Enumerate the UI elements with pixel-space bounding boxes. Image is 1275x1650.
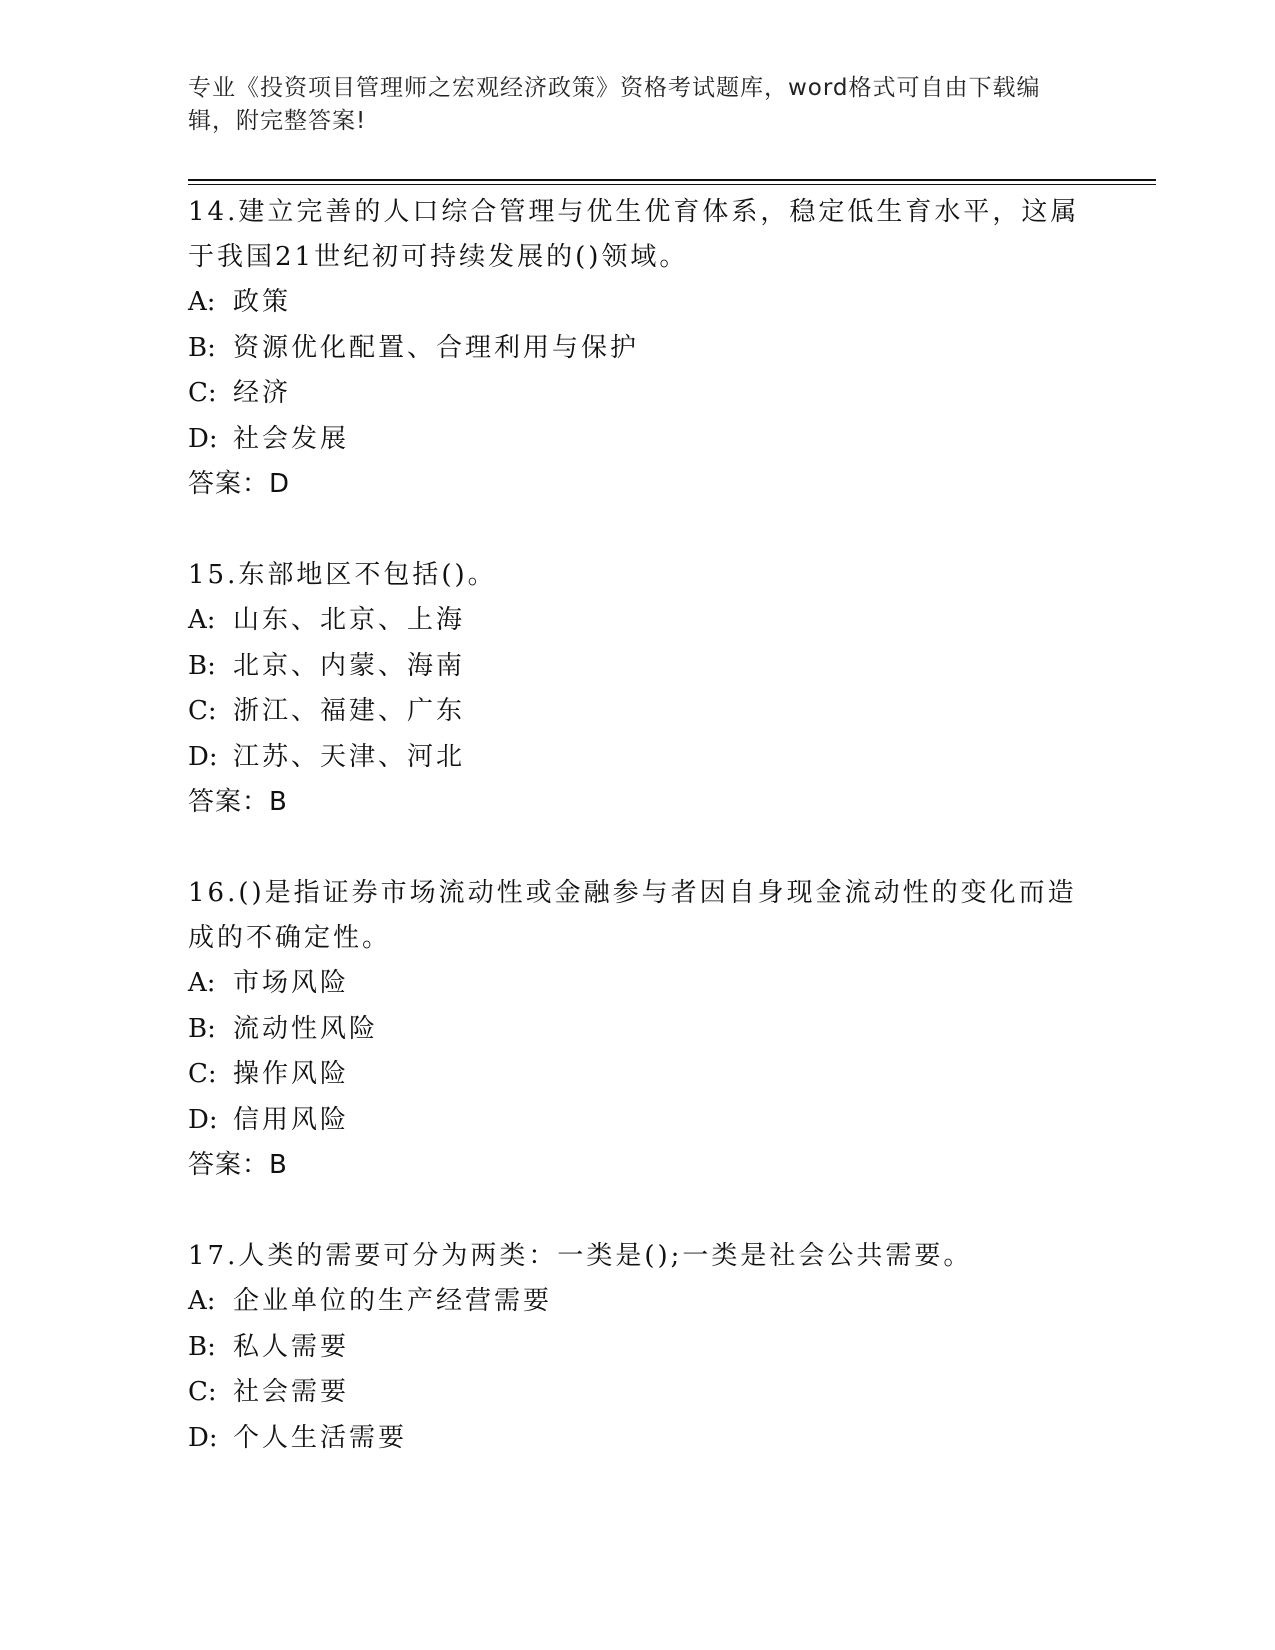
option-b	[188, 644, 1088, 690]
option-text: 企业单位的生产经营需要	[233, 1286, 553, 1316]
answer-line: 答案：B	[188, 1150, 288, 1180]
question-stem: 16.()是指证券市场流动性或金融参与者因自身现金流动性的变化而造成的不确定性。	[188, 878, 1077, 953]
header-divider-thin	[188, 184, 1156, 185]
question-17	[188, 1234, 1088, 1461]
option-text: 流动性风险	[233, 1013, 379, 1044]
option-c	[188, 1370, 1088, 1416]
option-b	[188, 1007, 1088, 1053]
answer-line: 答案：D	[188, 469, 291, 499]
question-16	[188, 871, 1088, 1188]
document-header: 专业《投资项目管理师之宏观经济政策》资格考试题库，word格式可自由下载编辑，附完整答案!	[188, 75, 1041, 134]
question-stem: 14.建立完善的人口综合管理与优生优育体系，稳定低生育水平，这属于我国21世纪初可持续发展的()领域。	[188, 197, 1080, 272]
option-a	[188, 961, 1088, 1007]
header-divider-thick	[188, 179, 1156, 181]
option-text: 社会发展	[233, 423, 350, 454]
option-c	[188, 371, 1088, 417]
option-text: 信用风险	[233, 1104, 350, 1135]
option-text: 江苏、天津、河北	[233, 741, 466, 772]
option-c	[188, 689, 1088, 735]
question-stem: 15.东部地区不包括()。	[188, 560, 497, 590]
option-text: 山东、北京、上海	[233, 605, 466, 635]
option-key: D:	[188, 741, 218, 772]
option-b	[188, 326, 1088, 372]
option-key: A:	[188, 287, 216, 317]
option-text: 社会需要	[233, 1377, 350, 1407]
option-key: A:	[188, 605, 216, 635]
option-key: D:	[188, 1422, 218, 1453]
option-key: B:	[188, 650, 216, 681]
option-key: C:	[188, 1059, 217, 1089]
question-14	[188, 190, 1088, 507]
option-b	[188, 1325, 1088, 1371]
option-key: C:	[188, 378, 217, 408]
option-text: 北京、内蒙、海南	[233, 650, 466, 681]
question-stem: 17.人类的需要可分为两类：一类是();一类是社会公共需要。	[188, 1241, 973, 1271]
option-text: 私人需要	[233, 1331, 350, 1362]
option-d	[188, 417, 1088, 463]
question-15	[188, 553, 1088, 825]
option-text: 政策	[233, 287, 292, 317]
option-key: B:	[188, 332, 216, 363]
option-key: A:	[188, 968, 216, 998]
option-key: C:	[188, 1377, 217, 1407]
option-key: B:	[188, 1331, 216, 1362]
option-key: D:	[188, 423, 218, 454]
question-list	[188, 190, 1088, 1507]
option-key: C:	[188, 696, 217, 726]
option-a	[188, 1279, 1088, 1325]
option-text: 市场风险	[233, 968, 350, 998]
option-d	[188, 735, 1088, 781]
option-text: 浙江、福建、广东	[233, 696, 466, 726]
option-text: 资源优化配置、合理利用与保护	[233, 332, 640, 363]
option-d	[188, 1098, 1088, 1144]
answer-line: 答案：B	[188, 787, 288, 817]
option-c	[188, 1052, 1088, 1098]
option-text: 个人生活需要	[233, 1422, 408, 1453]
option-d	[188, 1416, 1088, 1462]
option-key: A:	[188, 1286, 216, 1316]
option-a	[188, 598, 1088, 644]
option-text: 经济	[233, 378, 292, 408]
option-a	[188, 280, 1088, 326]
option-text: 操作风险	[233, 1059, 350, 1089]
option-key: D:	[188, 1104, 218, 1135]
option-key: B:	[188, 1013, 216, 1044]
